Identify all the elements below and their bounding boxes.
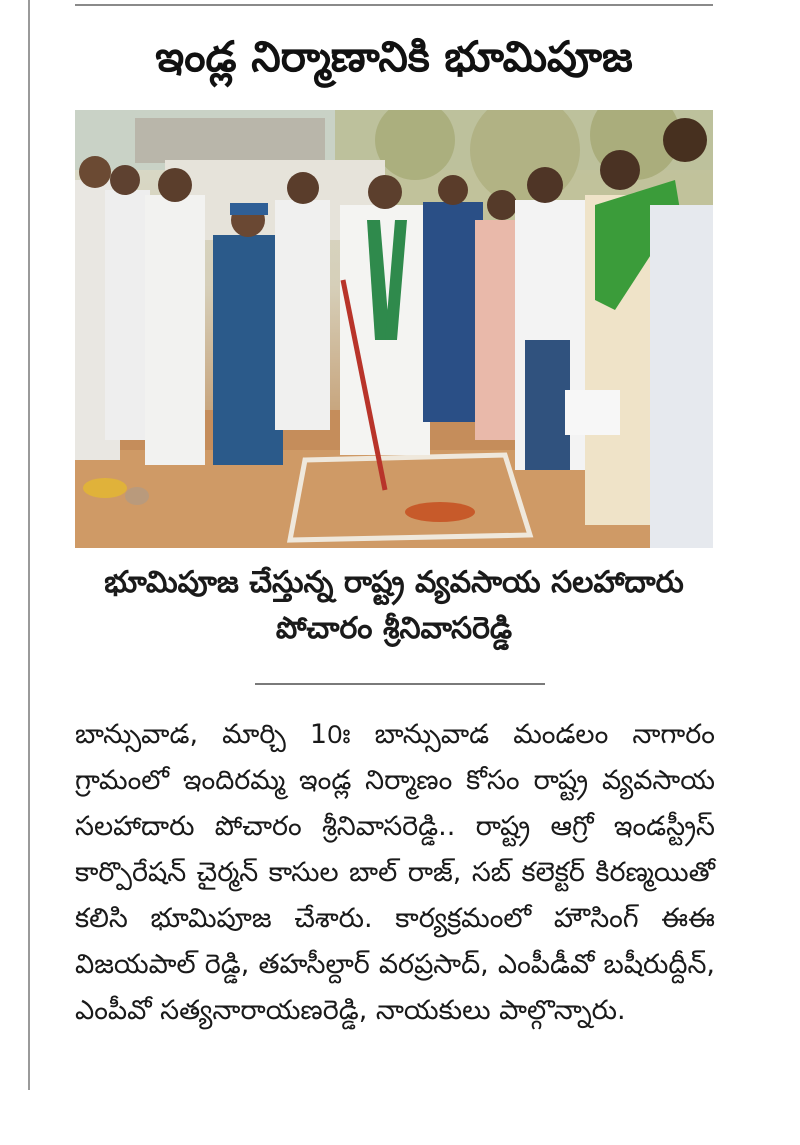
top-rule bbox=[75, 4, 713, 6]
photo-caption bbox=[75, 560, 713, 652]
article-headline: ఇండ్ల నిర్మాణానికి భూమిపూజ bbox=[155, 32, 633, 81]
caption-divider bbox=[255, 683, 545, 685]
column-divider bbox=[28, 0, 30, 1090]
caption-line-2: పోచారం శ్రీనివాసరెడ్డి bbox=[275, 611, 513, 646]
article-body: బాన్సువాడ, మార్చి 10ః బాన్సువాడ మండలం నాగారం గ్రామంలో ఇందిరమ్మ ఇండ్ల నిర్మాణం కోసం రాష్ట్ర వ్యవసాయ సలహాదారు పోచారం శ్రీనివాసరెడ్డి.. రాష్ట్ర ఆగ్రో ఇండస్ట్రీస్ కార్పొరేషన్ చైర్మన్ కాసుల బాల్ రాజ్, సబ్ కలెక్టర్ కిరణ్మయితో కలిసి భూమిపూజ చేశారు. కార్యక్రమంలో హౌసింగ్ ఈఈ విజయపాల్ రెడ్డి, తహసీల్దార్ వరప్రసాద్, ఎంపీడీవో బషీరుద్దీన్, ఎంపీవో సత్యనారాయణరెడ్డి, నాయకులు పాల్గొన్నారు. bbox=[75, 719, 715, 1026]
news-photo bbox=[75, 110, 713, 548]
photo-illustration bbox=[75, 110, 713, 548]
caption-line-1: భూమిపూజ చేస్తున్న రాష్ట్ర వ్యవసాయ సలహాదారు bbox=[104, 565, 684, 600]
